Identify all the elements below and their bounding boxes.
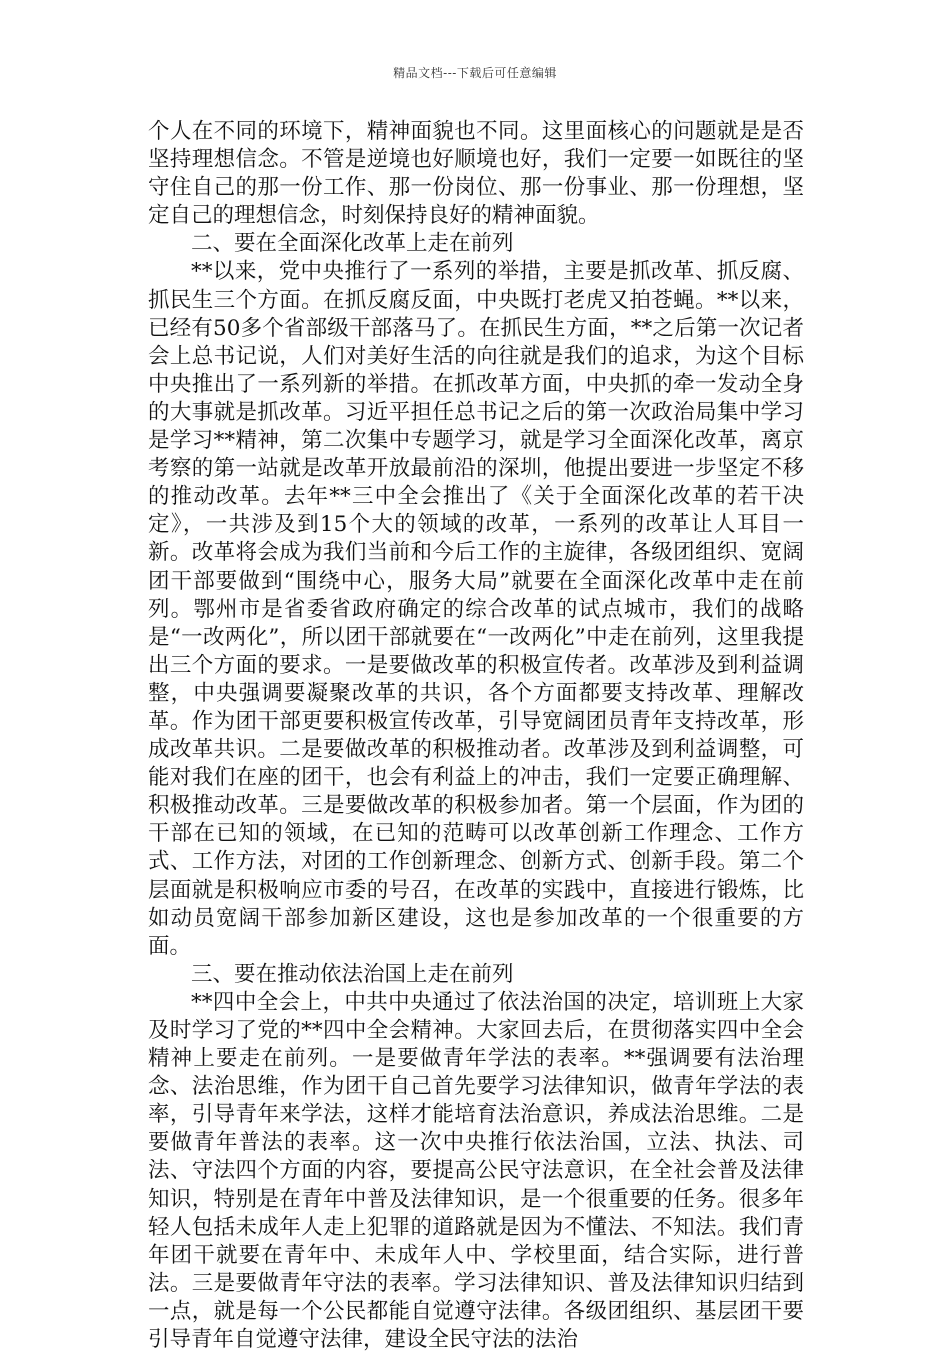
paragraph-reform: **以来，党中央推行了一系列的举措，主要是抓改革、抓反腐、抓民生三个方面。在抓反腐反面，中央既打老虎又拍苍蝇。**以来，已经有50多个省部级干部落马了。在抓民生方面，**之后第一次记者会上总书记说，人们对美好生活的向往就是我们的追求，为这个目标中央推出了一系列新的举措。在抓改革方面，中央抓的牵一发动全身的大事就是抓改革。习近平担任总书记之后的第一次政治局集中学习是学习**精神，第二次集中专题学习，就是学习全面深化改革，离京考察的第一站就是改革开放最前沿的深圳，他提出要进一步坚定不移的推动改革。去年**三中全会推出了《关于全面深化改革的若干决定》，一共涉及到15个大的领域的改革，一系列的改革让人耳目一新。改革将会成为我们当前和今后工作的主旋律，各级团组织、宽阔团干部要做到“围绕中心，服务大局”就要在全面深化改革中走在前列。鄂州市是省委省政府确定的综合改革的试点城市，我们的战略是“一改两化”，所以团干部就要在“一改两化”中走在前列，这里我提出三个方面的要求。一是要做改革的积极宣传者。改革涉及到利益调整，中央强调要凝聚改革的共识，各个方面都要支持改革、理解改革。作为团干部更要积极宣传改革，引导宽阔团员青年支持改革，形成改革共识。二是要做改革的积极推动者。改革涉及到利益调整，可能对我们在座的团干，也会有利益上的冲击，我们一定要正确理解、积极推动改革。三是要做改革的积极参加者。第一个层面，作为团的干部在已知的领域，在已知的范畴可以改革创新工作理念、工作方式、工作方法，对团的工作创新理念、创新方式、创新手段。第二个层面就是积极响应市委的号召，在改革的实践中，直接进行锻炼，比如动员宽阔干部参加新区建设，这也是参加改革的一个很重要的方面。 [148,259,804,959]
document-body [148,118,804,1354]
page-header: 精品文档---下载后可任意编辑 [393,66,557,80]
section-heading-2: 二、要在全面深化改革上走在前列 [191,231,514,257]
paragraph-rule-of-law: **四中全会上，中共中央通过了依法治国的决定，培训班上大家及时学习了党的**四中全会精神。大家回去后，在贯彻落实四中全会精神上要走在前列。一是要做青年学法的表率。**强调要有法治理念、法治思维，作为团干自己首先要学习法律知识，做青年学法的表率，引导青年来学法，这样才能培育法治意识，养成法治思维。二是要做青年普法的表率。这一次中央推行依法治国，立法、执法、司法、守法四个方面的内容，要提高公民守法意识，在全社会普及法律知识，特别是在青年中普及法律知识，是一个很重要的任务。很多年轻人包括未成年人走上犯罪的道路就是因为不懂法、不知法。我们青年团干就要在青年中、未成年人中、学校里面，结合实际，进行普法。三是要做青年守法的表率。学习法律知识、普及法律知识归结到一点，就是每一个公民都能自觉遵守法律。各级团组织、基层团干要引导青年自觉遵守法律，建设全民守法的法治 [148,989,804,1353]
paragraph-continuation: 个人在不同的环境下，精神面貌也不同。这里面核心的问题就是是否坚持理想信念。不管是逆境也好顺境也好，我们一定要一如既往的坚守住自己的那一份工作、那一份岗位、那一份事业、那一份理想，坚定自己的理想信念，时刻保持良好的精神面貌。 [148,119,804,229]
section-heading-3: 三、要在推动依法治国上走在前列 [191,961,514,987]
